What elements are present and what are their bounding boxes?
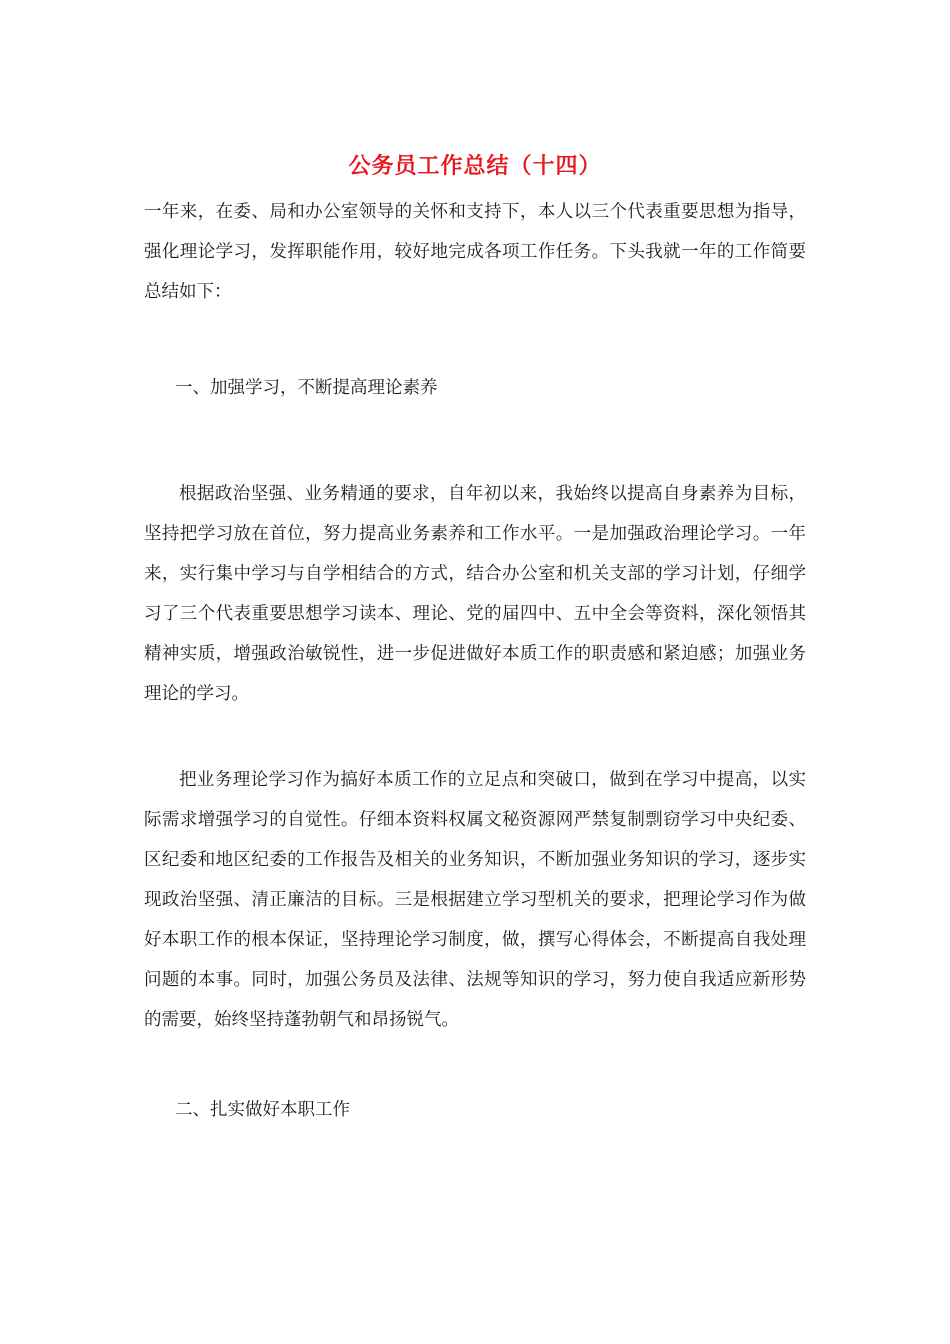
section-1-heading: 一、加强学习，不断提高理论素养 [175, 378, 438, 398]
document-title: 公务员工作总结（十四） [348, 154, 602, 179]
section-1-paragraph-1: 根据政治坚强、业务精通的要求，自年初以来，我始终以提高自身素养为目标，坚持把学习放在首位，努力提高业务素养和工作水平。一是加强政治理论学习。一年来，实行集中学习与自学相结合的方式，结合办公室和机关支部的学习计划，仔细学习了三个代表重要思想学习读本、理论、党的届四中、五中全会等资料，深化领悟其精神实质，增强政治敏锐性，进一步促进做好本质工作的职责感和紧迫感；加强业务理论的学习。 [144, 484, 806, 704]
section-1-paragraph-2: 把业务理论学习作为搞好本质工作的立足点和突破口，做到在学习中提高，以实际需求增强学习的自觉性。仔细本资料权属文秘资源网严禁复制剽窃学习中央纪委、区纪委和地区纪委的工作报告及相关的业务知识，不断加强业务知识的学习，逐步实现政治坚强、清正廉洁的目标。三是根据建立学习型机关的要求，把理论学习作为做好本职工作的根本保证，坚持理论学习制度，做，撰写心得体会，不断提高自我处理问题的本事。同时，加强公务员及法律、法规等知识的学习，努力使自我适应新形势的需要，始终坚持蓬勃朝气和昂扬锐气。 [144, 770, 806, 1030]
section-2-heading: 二、扎实做好本职工作 [175, 1100, 350, 1120]
intro-paragraph: 一年来，在委、局和办公室领导的关怀和支持下，本人以三个代表重要思想为指导，强化理论学习，发挥职能作用，较好地完成各项工作任务。下头我就一年的工作简要总结如下： [144, 202, 806, 302]
